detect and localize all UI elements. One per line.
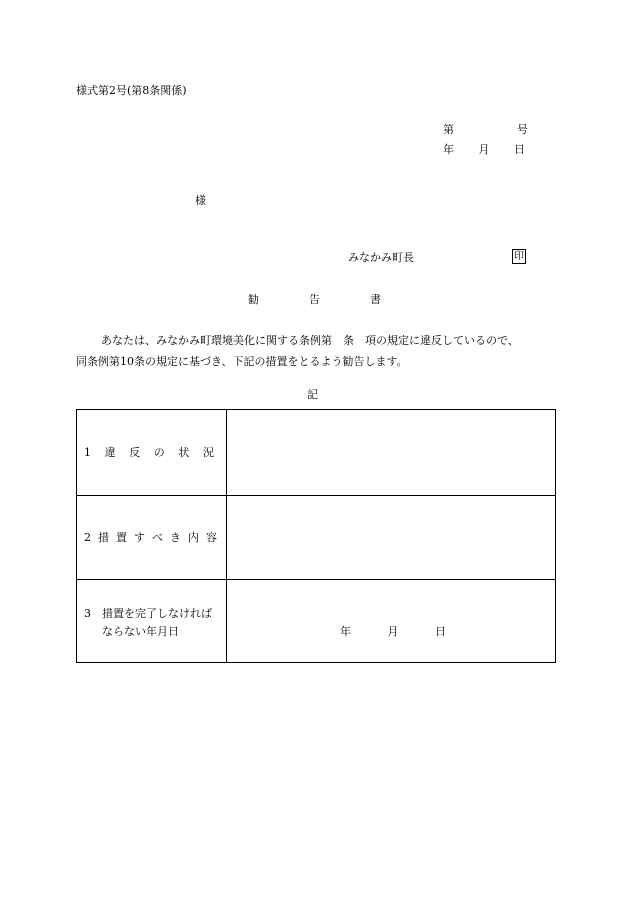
completion-day: 日 [435,625,446,638]
row3-value-cell [227,579,555,662]
title-char: 告 [309,293,320,306]
row2-char: べ [152,531,163,544]
row1-number: 1 [84,446,91,459]
row2-char: 措 [98,531,109,544]
row1-char: の [153,446,165,459]
document-number-block [443,124,528,155]
ki-heading: 記 [307,388,318,401]
row2-label-cell [77,495,227,579]
title-char: 勧 [248,293,259,306]
number-suffix: 号 [517,123,528,136]
document-title [248,294,381,305]
number-prefix: 第 [443,123,454,136]
seal-mark: 印 [514,251,524,262]
row3-text-1: 措置を完了しなければ [102,607,212,620]
date-month: 月 [478,143,490,156]
row1-value-cell [227,410,555,495]
row1-label-cell [77,410,227,495]
form-label: 様式第2号(第8条関係) [76,84,187,97]
row3-number: 3 [84,607,91,620]
details-table [76,409,556,663]
row2-char: 内 [188,531,199,544]
row1-char: 況 [202,446,214,459]
completion-date [340,626,446,637]
row3-label-line-2 [84,626,224,637]
row2-value-cell [227,495,555,579]
completion-year: 年 [340,625,351,638]
row1-char: 反 [129,446,141,459]
document-date-line [443,144,525,155]
row3-text-2: ならない年月日 [102,625,179,638]
row1-char: 状 [178,446,190,459]
row3-label-line-1 [84,608,224,619]
row1-label [84,447,214,458]
body-text [76,330,566,372]
row2-char: す [134,531,145,544]
document-number-line [443,124,528,144]
body-line-2: 同条例第10条の規定に基づき、下記の措置をとるよう勧告します。 [76,355,408,368]
row2-char: 置 [116,531,127,544]
row2-char: き [170,531,181,544]
date-day: 日 [514,143,525,156]
title-char: 書 [370,293,381,306]
row1-char: 違 [104,446,116,459]
row2-number: 2 [84,531,91,544]
addressee-suffix: 様 [195,194,206,207]
row2-char: 容 [206,531,217,544]
date-year: 年 [443,143,454,156]
completion-month: 月 [387,625,399,638]
issuer-name: みなかみ町長 [348,251,414,264]
row3-indent [84,626,102,637]
body-line-1: あなたは、みなかみ町環境美化に関する条例第 条 項の規定に違反しているので、 [101,334,519,347]
row3-label-cell [77,579,227,662]
row2-label [84,532,217,543]
